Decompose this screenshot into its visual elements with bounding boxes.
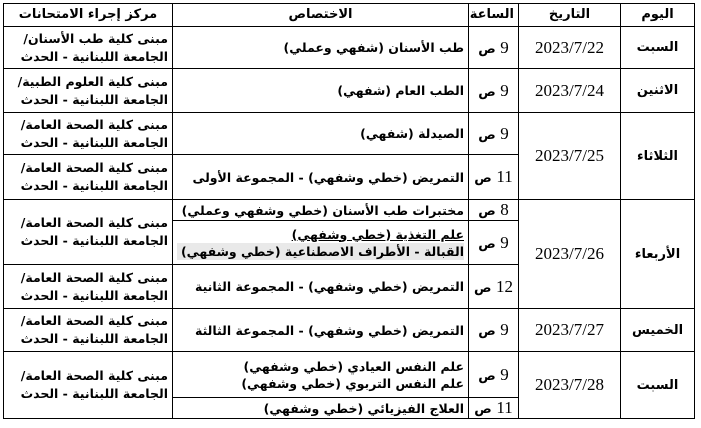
time-cell xyxy=(469,69,519,113)
specialty-cell xyxy=(173,309,469,352)
time-number: 11 xyxy=(496,398,513,417)
time-unit: ص xyxy=(478,84,496,100)
center-line: مبنى كلية الصحة العامة/ xyxy=(20,160,168,175)
date-cell: 2023/7/24 xyxy=(519,69,621,113)
center-cell xyxy=(4,309,173,352)
center-line: الجامعة اللبنانية - الحدث xyxy=(20,134,168,150)
time-unit: ص xyxy=(478,204,496,219)
specialty-cell xyxy=(173,221,469,265)
day-cell: الأربعاء xyxy=(621,200,695,309)
center-line: مبنى كلية الصحة العامة/ xyxy=(20,116,168,132)
day-cell: الاثنين xyxy=(621,69,695,113)
table-row xyxy=(4,352,695,398)
time-number: 12 xyxy=(496,276,514,296)
time-cell xyxy=(469,221,519,265)
time-number: 11 xyxy=(496,167,513,186)
day-cell: الثلاثاء xyxy=(621,113,695,200)
header-row xyxy=(4,4,695,27)
header-specialty: الاختصاص xyxy=(173,4,469,27)
time-unit: ص xyxy=(478,324,496,339)
specialty-cell xyxy=(173,155,469,200)
center-line: مبنى كلية الصحة العامة/ xyxy=(20,313,168,328)
specialty-line: التمريض (خطي وشفهي) - المجموعة الثانية xyxy=(194,279,464,294)
center-cell xyxy=(4,352,173,419)
center-line: الجامعة اللبنانية - الحدث xyxy=(20,233,168,248)
center-line: مبنى كلية طب الأسنان/ xyxy=(23,30,168,46)
time-number: 9 xyxy=(500,232,509,252)
center-line: مبنى كلية الصحة العامة/ xyxy=(20,215,168,230)
center-line: مبنى كلية الصحة العامة/ xyxy=(20,269,168,285)
time-unit: ص xyxy=(478,127,496,143)
specialty-line: القبالة - الأطراف الاصطناعية (خطي وشفهي) xyxy=(177,243,464,260)
time-unit: ص xyxy=(478,41,496,57)
time-cell xyxy=(469,113,519,155)
date-cell: 2023/7/25 xyxy=(519,113,621,200)
specialty-line: العلاج الفيزيائي (خطي وشفهي) xyxy=(263,400,464,416)
time-cell xyxy=(469,200,519,221)
header-time: الساعة xyxy=(469,4,519,27)
specialty-cell xyxy=(173,352,469,398)
center-line: الجامعة اللبنانية - الحدث xyxy=(20,48,168,64)
specialty-cell xyxy=(173,69,469,113)
specialty-cell xyxy=(173,398,469,419)
header-day: اليوم xyxy=(621,4,695,27)
center-line: الجامعة اللبنانية - الحدث xyxy=(20,178,168,193)
center-cell xyxy=(4,155,173,200)
header-date: التاريخ xyxy=(519,4,621,27)
time-cell xyxy=(469,309,519,352)
time-unit: ص xyxy=(473,280,492,296)
header-center: مركز إجراء الامتحانات xyxy=(4,4,173,27)
center-line: الجامعة اللبنانية - الحدث xyxy=(20,331,168,346)
table-row xyxy=(4,200,695,221)
center-line: الجامعة اللبنانية - الحدث xyxy=(20,386,168,401)
specialty-line: مختبرات طب الأسنان (خطي وشفهي وعملي) xyxy=(181,202,464,218)
specialty-line: التمريض (خطي وشفهي) - المجموعة الثالثة xyxy=(194,322,464,338)
specialty-line: علم النفس العيادي (خطي وشفهي) xyxy=(243,358,464,374)
specialty-line: علم النفس التربوي (خطي وشفهي) xyxy=(241,375,464,391)
center-line: الجامعة اللبنانية - الحدث xyxy=(20,287,168,303)
specialty-line: الصيدلة (شفهي) xyxy=(360,126,464,141)
day-cell: السبت xyxy=(621,27,695,69)
time-unit: ص xyxy=(478,368,496,384)
center-line: الجامعة اللبنانية - الحدث xyxy=(20,91,168,107)
center-cell xyxy=(4,27,173,69)
specialty-line: طب الأسنان (شفهي وعملي) xyxy=(283,40,464,55)
time-number: 9 xyxy=(500,123,509,143)
specialty-cell xyxy=(173,27,469,69)
center-line: مبنى كلية العلوم الطبية/ xyxy=(17,73,168,89)
day-cell: الخميس xyxy=(621,309,695,352)
time-cell xyxy=(469,398,519,419)
center-cell xyxy=(4,113,173,155)
date-cell: 2023/7/26 xyxy=(519,200,621,309)
center-cell xyxy=(4,265,173,309)
specialty-cell xyxy=(173,113,469,155)
date-cell: 2023/7/22 xyxy=(519,27,621,69)
time-unit: ص xyxy=(478,236,496,252)
time-cell xyxy=(469,155,519,200)
specialty-cell xyxy=(173,200,469,221)
day-cell: السبت xyxy=(621,352,695,419)
time-number: 9 xyxy=(500,364,509,384)
time-unit: ص xyxy=(474,171,492,186)
date-cell: 2023/7/27 xyxy=(519,309,621,352)
time-number: 9 xyxy=(500,80,509,100)
time-number: 8 xyxy=(500,200,509,219)
center-cell xyxy=(4,200,173,265)
center-line: مبنى كلية الصحة العامة/ xyxy=(20,368,168,383)
time-unit: ص xyxy=(474,402,492,417)
center-cell xyxy=(4,69,173,113)
time-cell xyxy=(469,27,519,69)
table-row xyxy=(4,69,695,113)
table-row xyxy=(4,27,695,69)
date-cell: 2023/7/28 xyxy=(519,352,621,419)
time-number: 9 xyxy=(500,320,509,339)
specialty-cell xyxy=(173,265,469,309)
exam-schedule-table xyxy=(3,3,695,419)
time-cell xyxy=(469,352,519,398)
specialty-line: علم التغذية (خطي وشفهي) xyxy=(291,226,464,242)
specialty-line: الطب العام (شفهي) xyxy=(337,83,464,98)
specialty-line: التمريض (خطي وشفهي) - المجموعة الأولى xyxy=(192,169,464,185)
table-row xyxy=(4,113,695,155)
time-number: 9 xyxy=(500,37,509,57)
table-row xyxy=(4,309,695,352)
time-cell xyxy=(469,265,519,309)
